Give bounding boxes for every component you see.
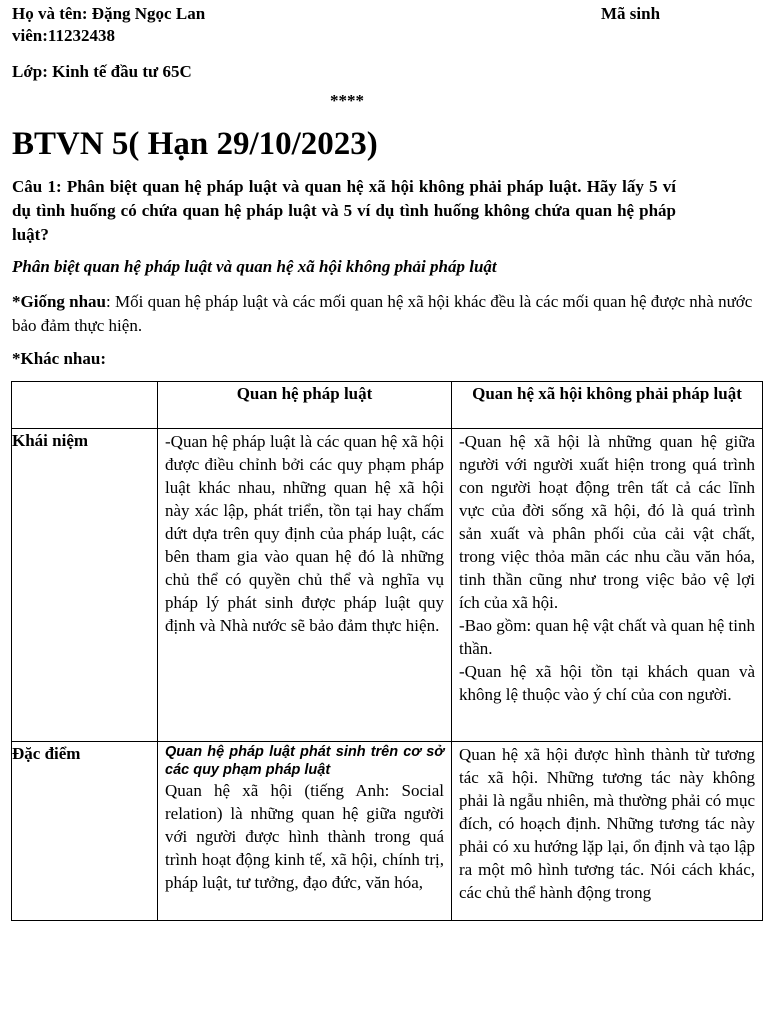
separator: **** [330,91,364,110]
concept-social-text-3: -Quan hệ xã hội tồn tại khách quan và không lệ thuộc vào ý chí của con người. [459,662,755,704]
characteristics-legal-text: Quan hệ xã hội (tiếng Anh: Social relation) là những quan hệ giữa người với người được hình thành trong quá trình hoạt động kinh tế, xã hội, chính trị, pháp luật, tư tưởng, đạo đức, văn hóa, [165,781,444,892]
student-id: viên:11232438 [12,26,115,45]
characteristics-social-cell [452,742,763,921]
table-header-legal: Quan hệ pháp luật [158,382,452,429]
section-subheading: Phân biệt quan hệ pháp luật và quan hệ xã hội không phải pháp luật [12,257,497,276]
student-name: Họ và tên: Đặng Ngọc Lan [12,4,206,23]
concept-social-text-1: -Quan hệ xã hội là những quan hệ giữa người với người xuất hiện trong quá trình con người hoạt động trên tất cả các lĩnh vực của đời sống xã hội, đó là quá trình sản xuất và phân phối của cải vật chất, trong việc thỏa mãn các nhu cầu văn hóa, tinh thần cũng như trong việc bảo vệ lợi ích của xã hội. [459,432,755,612]
page-title: BTVN 5( Hạn 29/10/2023) [12,126,378,162]
differences-label: *Khác nhau: [12,349,106,368]
student-id-label: Mã sinh [601,4,661,23]
row-label-characteristics: Đặc điểm [12,742,158,921]
similarities-paragraph [12,290,762,338]
comparison-table [11,381,763,921]
characteristics-legal-cell [158,742,452,921]
table-row [12,742,763,921]
characteristics-legal-subheading: Quan hệ pháp luật phát sinh trên cơ sở các quy phạm pháp luật [165,744,444,778]
concept-social-text-2: -Bao gồm: quan hệ vật chất và quan hệ tinh thần. [459,616,755,658]
concept-legal-cell [158,429,452,742]
characteristics-social-text: Quan hệ xã hội được hình thành từ tương tác xã hội. Những tương tác này không phải là ngẫu nhiên, mà thường phải có mục đích, có hoạch định. Những tương tác này phải có xu hướng lặp lại, ổn định và tạo lập ra một mô hình tương tác. Nói cách khác, các chủ thể hành động trong [459,745,755,902]
table-header-empty [12,382,158,429]
similarities-text: : Mối quan hệ pháp luật và các mối quan hệ xã hội khác đều là các mối quan hệ được nhà nước bảo đảm thực hiện. [12,292,753,335]
similarities-label: *Giống nhau [12,292,107,311]
table-header-row [12,382,763,429]
table-header-social: Quan hệ xã hội không phải pháp luật [452,382,763,429]
question: Câu 1: Phân biệt quan hệ pháp luật và quan hệ xã hội không phải pháp luật. Hãy lấy 5 ví dụ tình huống có chứa quan hệ pháp luật và 5 ví dụ tình huống không chứa quan hệ pháp luật? [12,177,676,244]
table-row [12,429,763,742]
concept-social-cell [452,429,763,742]
class-name: Lớp: Kinh tế đầu tư 65C [12,62,192,81]
row-label-concept: Khái niệm [12,429,158,742]
concept-legal-text: -Quan hệ pháp luật là các quan hệ xã hội được điều chỉnh bởi các quy phạm pháp luật khác nhau, những quan hệ xã hội này xác lập, phát triển, tồn tại hay chấm dứt dựa trên quy định của pháp luật, các bên tham gia vào quan hệ đó là những chủ thể có quyền chủ thể và nghĩa vụ pháp lý phát sinh được pháp luật quy định và Nhà nước sẽ bảo đảm thực hiện. [165,432,444,635]
